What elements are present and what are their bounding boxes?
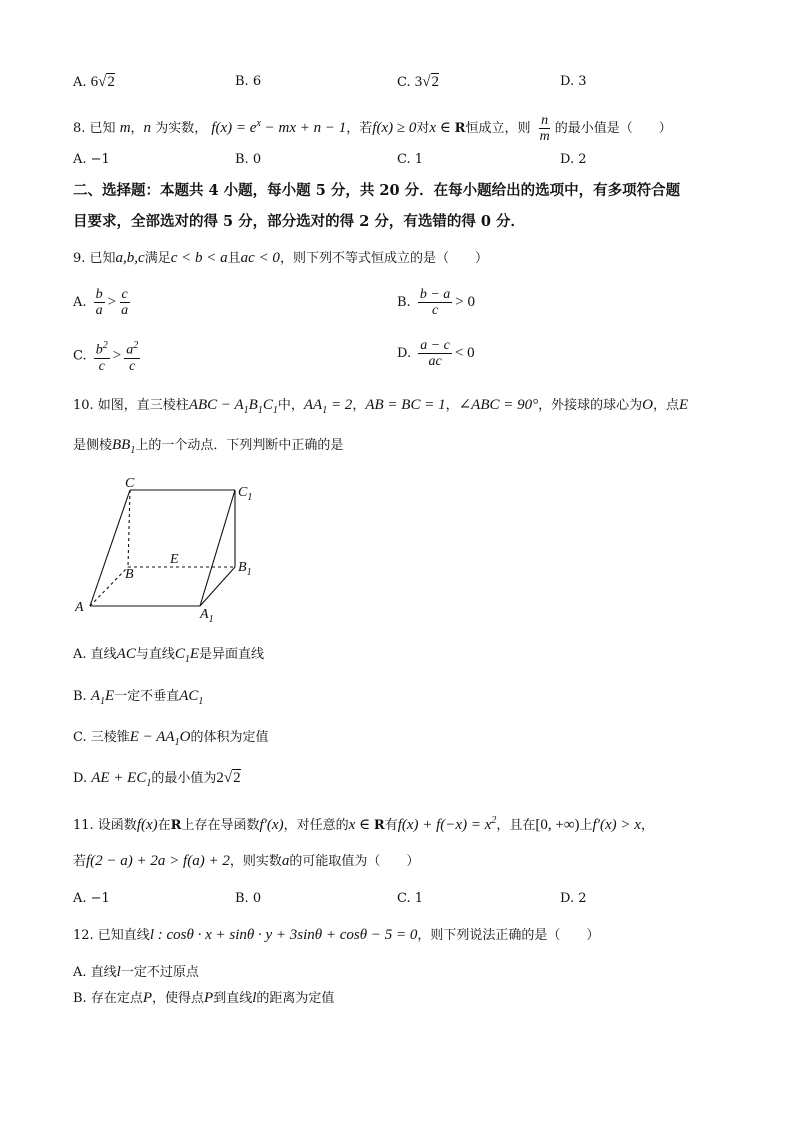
label-C1: $C_1$ — [238, 485, 253, 503]
q12-option-a: A. 直线l一定不过原点 — [73, 964, 199, 980]
edge-A1-C1 — [200, 490, 235, 606]
q11-option-b: B. 0 — [235, 891, 262, 906]
q12-option-b: B. 存在定点P，使得点P到直线l的距离为定值 — [73, 990, 335, 1006]
option-label: A. — [73, 75, 87, 90]
q10-stem-line1: 10. 如图，直三棱柱ABC − $A_1B_1C_1$中，$AA_1 = 2$，AB = BC = 1，∠ABC = 90°，外接球的球心为O，点E — [73, 397, 689, 416]
label-A: A — [75, 600, 84, 615]
prism-figure — [70, 475, 270, 625]
n-over-m-fraction: $\frac{n}{m}$ — [539, 113, 550, 144]
q11-stem-line1: 11. 设函数f(x)在R上存在导函数f′(x)，对任意的x ∈ R有$f(x) + f(-x) = x^2$，且在[0, +∞)上f′(x) > x， — [73, 815, 654, 833]
q7-option-b: B. 6 — [235, 74, 262, 89]
q10-option-b: B. $A_1E$一定不垂直$AC_1$ — [73, 688, 204, 707]
q9-stem: 9. 已知a,b,c满足c < b < a且ac < 0，则下列不等式恒成立的是（ ） — [73, 250, 488, 266]
edge-A1-B1 — [200, 567, 235, 606]
q10-option-a: A. 直线AC与直线$C_1E$是异面直线 — [73, 646, 265, 665]
q7-option-d: D. 3 — [560, 74, 587, 89]
option-value: 6√2 — [90, 74, 115, 90]
option-value: 3√2 — [414, 74, 439, 90]
section-heading-line2: 目要求，全部选对的得 5 分，部分选对的得 2 分，有选错的得 0 分． — [73, 213, 526, 230]
edge-C-B-hidden — [128, 490, 130, 567]
q9-option-d: D. $\frac{a - c}{ac}$ < 0 — [397, 338, 475, 369]
edge-A-C — [90, 490, 130, 606]
q9-option-c: C. $\frac{b^2}{c}$ > $\frac{a^2}{c}$ — [73, 340, 139, 374]
label-C: C — [125, 476, 135, 491]
q8-option-d: D. 2 — [560, 152, 587, 167]
q7-option-c — [397, 72, 439, 93]
q9-option-b: B. $\frac{b - a}{c}$ > 0 — [397, 287, 475, 318]
section-heading-line1: 二、选择题：本题共 4 小题，每小题 5 分，共 20 分．在每小题给出的选项中，有多项符合题 — [73, 182, 681, 199]
label-B: B — [125, 567, 134, 582]
q7-option-a — [73, 72, 115, 93]
label-B1: $B_1$ — [238, 560, 252, 578]
q11-option-d: D. 2 — [560, 891, 587, 906]
q12-stem: 12. 已知直线l : cosθ · x + sinθ · y + 3sinθ + cosθ − 5 = 0，则下列说法正确的是（ ） — [73, 927, 600, 943]
q8-option-b: B. 0 — [235, 152, 262, 167]
q11-option-c: C. 1 — [397, 891, 424, 906]
q10-option-d: D. AE + $EC_1$的最小值为2√2 — [73, 770, 241, 789]
option-label: C. — [397, 75, 411, 90]
q8-stem: 8. 已知 m，n 为实数， $f(x) = e^x$ − mx + n − 1，若f(x) ≥ 0对x ∈ R恒成立，则 $\frac{n}{m}$ 的最小值是（ ） — [73, 113, 672, 144]
edge-A-B-hidden — [90, 567, 128, 606]
label-E: E — [170, 552, 179, 567]
q11-option-a: A. −1 — [73, 891, 110, 906]
q10-stem-line2: 是侧棱$BB_1$上的一个动点．下列判断中正确的是 — [73, 437, 344, 456]
label-A1: $A_1$ — [200, 607, 214, 625]
q8-option-a: A. −1 — [73, 152, 110, 167]
q11-stem-line2: 若f(2 − a) + 2a > f(a) + 2，则实数a的可能取值为（ ） — [73, 853, 420, 869]
q10-option-c: C. 三棱锥$E - AA_1O$的体积为定值 — [73, 729, 269, 748]
q9-option-a: A. $\frac{b}{a}$ > $\frac{c}{a}$ — [73, 287, 129, 318]
q8-option-c: C. 1 — [397, 152, 424, 167]
